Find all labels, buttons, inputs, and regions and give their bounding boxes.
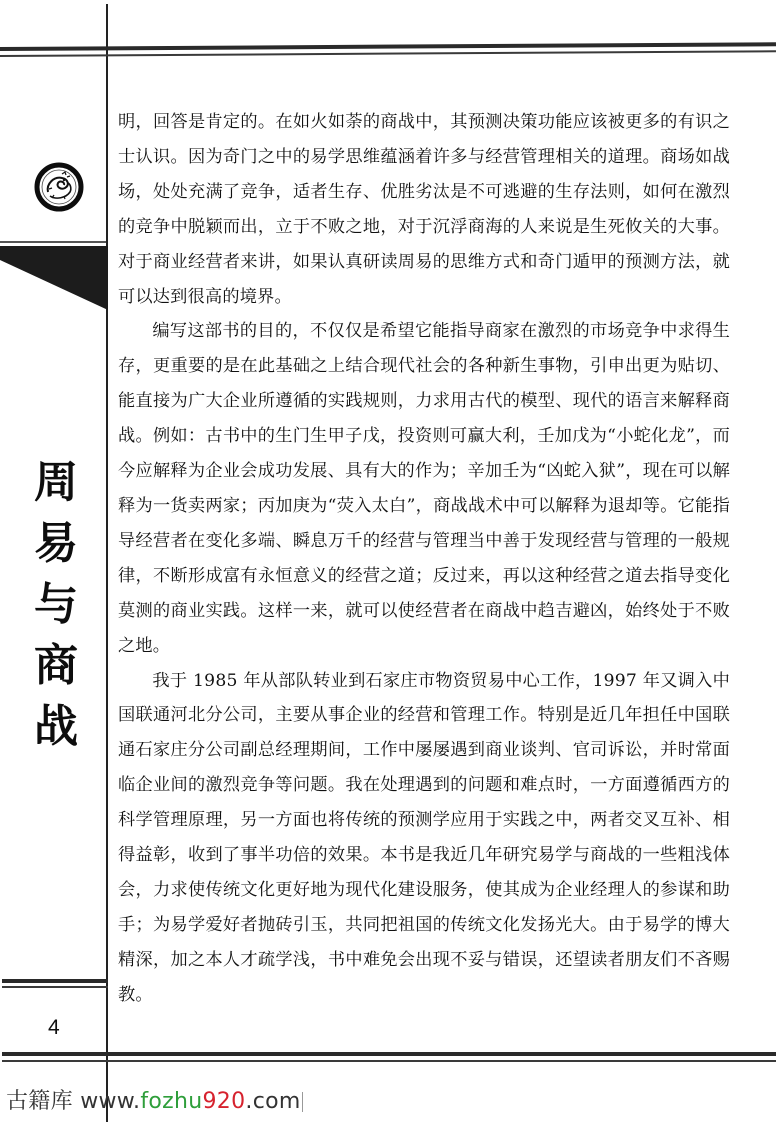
title-char: 与 bbox=[34, 579, 78, 630]
text-cursor bbox=[302, 1092, 303, 1112]
vertical-book-title bbox=[26, 452, 86, 757]
title-char: 周 bbox=[34, 457, 78, 508]
footer-rule-thin bbox=[2, 1060, 776, 1062]
header-rule-thick bbox=[0, 42, 776, 51]
page-number: 4 bbox=[48, 1016, 60, 1039]
paragraph: 明，回答是肯定的。在如火如荼的商战中，其预测决策功能应该被更多的有识之士认识。因为奇门之中的易学思维蕴涵着许多与经营管理相关的道理。商场如战场，处处充满了竞争，适者生存、优胜劣汰是不可逃避的生存法则，如何在激烈的竞争中脱颖而出，立于不败之地，对于沉浮商海的人来说是生死攸关的大事。对于商业经营者来讲，如果认真研读周易的思维方式和奇门遁甲的预测方法，就可以达到很高的境界。 bbox=[118, 112, 730, 307]
title-char: 易 bbox=[34, 518, 78, 569]
watermark-red-part: 920 bbox=[202, 1089, 246, 1114]
watermark-prefix: 古籍库 www. bbox=[6, 1089, 141, 1114]
title-char: 战 bbox=[34, 701, 78, 752]
paragraph: 编写这部书的目的，不仅仅是希望它能指导商家在激烈的市场竞争中求得生存，更重要的是在此基础之上结合现代社会的各种新生事物，引申出更为贴切、能直接为广大企业所遵循的实践规则，力求用古代的模型、现代的语言来解释商战。例如：古书中的生门生甲子戊，投资则可赢大利，壬加戊为“小蛇化龙”，而今应解释为企业会成功发展、具有大的作为；辛加壬为“凶蛇入狱”，现在可以解释为一货卖两家；丙加庚为“荧入太白”，商战战术中可以解释为退却等。它能指导经营者在变化多端、瞬息万千的经营与管理当中善于发现经营与管理的一般规律，不断形成富有永恒意义的经营之道；反过来，再以这种经营之道去指导变化莫测的商业实践。这样一来，就可以使经营者在商战中趋吉避凶，始终处于不败之地。 bbox=[118, 321, 730, 656]
watermark-suffix: .com bbox=[245, 1089, 301, 1114]
watermark-green-part: fozhu bbox=[140, 1089, 203, 1114]
header-rule-thin bbox=[0, 50, 776, 57]
margin-vertical-rule bbox=[106, 4, 108, 1122]
dark-wedge-ornament bbox=[0, 246, 108, 310]
sidebar-rule-thick bbox=[2, 979, 108, 983]
body-text bbox=[118, 105, 730, 1013]
dragon-medallion-icon bbox=[34, 162, 84, 212]
wedge-top-rule bbox=[0, 241, 106, 243]
footer-rule-thick bbox=[2, 1052, 776, 1056]
sidebar-rule-thin bbox=[2, 986, 108, 988]
title-char: 商 bbox=[34, 640, 78, 691]
site-watermark bbox=[6, 1084, 303, 1115]
paragraph: 我于 1985 年从部队转业到石家庄市物资贸易中心工作，1997 年又调入中国联通河北分公司，主要从事企业的经营和管理工作。特别是近几年担任中国联通石家庄分公司副总经理期间，工作中屡屡遇到商业谈判、官司诉讼，并时常面临企业间的激烈竞争等问题。我在处理遇到的问题和难点时，一方面遵循西方的科学管理原理，另一方面也将传统的预测学应用于实践之中，两者交叉互补、相得益彰，收到了事半功倍的效果。本书是我近几年研究易学与商战的一些粗浅体会，力求使传统文化更好地为现代化建设服务，使其成为企业经理人的参谋和助手；为易学爱好者抛砖引玉，共同把祖国的传统文化发扬光大。由于易学的博大精深，加之本人才疏学浅，书中难免会出现不妥与错误，还望读者朋友们不吝赐教。 bbox=[118, 670, 730, 1005]
